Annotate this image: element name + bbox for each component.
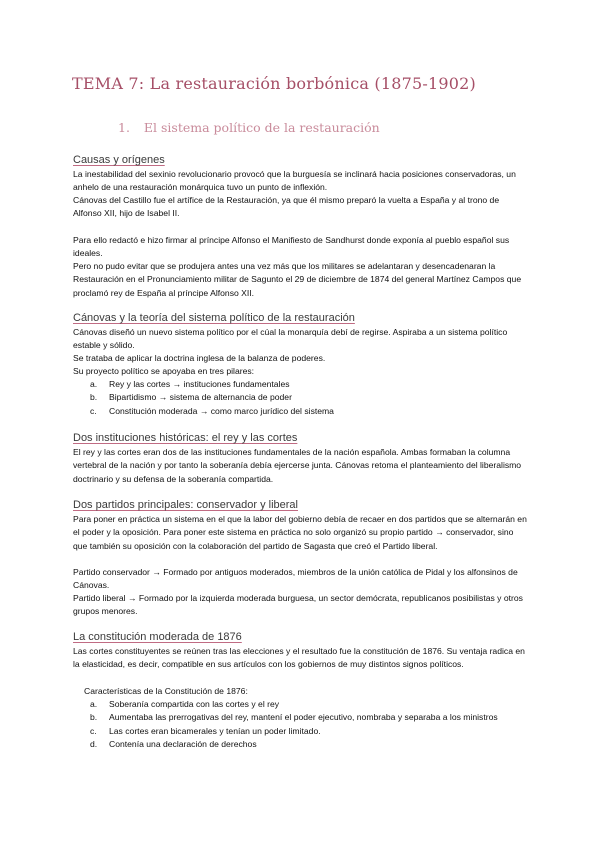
paragraph: Se trataba de aplicar la doctrina inglesa de la balanza de poderes. xyxy=(73,353,326,363)
list-item: b. Bipartidismo → sistema de alternancia de poder xyxy=(90,392,292,403)
list-item: c. Las cortes eran bicamerales y tenían un poder limitado. xyxy=(90,725,321,736)
list-item: d. Contenía una declaración de derechos xyxy=(90,738,257,749)
paragraph: Cánovas del Castillo fue el artífice de la Restauración, ya que él mismo preparó la vuelta a España y al trono de Alfonso XII, hijo de Isabel II. xyxy=(73,195,500,219)
heading-causas: Causas y orígenes xyxy=(73,154,165,166)
section-subtitle xyxy=(118,120,380,135)
heading-partidos: Dos partidos principales: conservador y liberal xyxy=(73,499,298,511)
heading-instituciones: Dos instituciones históricas: el rey y las cortes xyxy=(73,432,298,444)
paragraph: Partido liberal → Formado por la izquierda moderada burguesa, un sector demócrata, republicanos posibilistas y otros grupos menores. xyxy=(73,593,523,617)
paragraph: Las cortes constituyentes se reúnen tras las elecciones y el resultado fue la constitución de 1876. Su ventaja radica en la elasticidad, es decir, compatible en sus artículos con los gobiernos de muy distintos signos políticos. xyxy=(73,646,525,670)
paragraph: La inestabilidad del sexinio revolucionario provocó que la burguesía se inclinará hacia posiciones conservadoras, un anhelo de una restauración monárquica tuvo un punto de inflexión. xyxy=(73,169,516,193)
subtitle-text: El sistema político de la restauración xyxy=(143,120,380,135)
heading-constitucion: La constitución moderada de 1876 xyxy=(73,631,242,643)
page-title: TEMA 7: La restauración borbónica (1875-1902) xyxy=(72,74,476,93)
list-item: b. Aumentaba las prerrogativas del rey, mantení el poder ejecutivo, nombraba y separaba a los ministros xyxy=(90,712,498,723)
heading-canovas: Cánovas y la teoría del sistema político de la restauración xyxy=(73,312,355,324)
paragraph: Su proyecto político se apoyaba en tres pilares: xyxy=(73,366,255,376)
list-item: a. Rey y las cortes → instituciones fundamentales xyxy=(90,379,290,389)
list-item: c. Constitución moderada → como marco jurídico del sistema xyxy=(90,405,334,416)
paragraph: El rey y las cortes eran dos de las instituciones fundamentales de la nación española. Ambas formaban la columna vertebral de la nación y por tanto la soberanía debía ejercerse junta. Cánovas retoma el planteamiento del liberalismo doctrinario y su defensa de la soberanía compartida. xyxy=(73,447,522,484)
list-item: a. Soberanía compartida con las cortes y el rey xyxy=(90,699,280,709)
subtitle-number: 1. xyxy=(118,120,130,135)
paragraph: Cánovas diseñó un nuevo sistema político por el cúal la monarquía debí de regirse. Aspiraba a un sistema político estable y sólido. xyxy=(73,327,508,351)
pillars-list xyxy=(73,378,565,418)
paragraph: Para ello redactó e hizo firmar al príncipe Alfonso el Manifiesto de Sandhurst donde exponía al pueblo español sus ideales. xyxy=(73,235,510,259)
paragraph: Para poner en práctica un sistema en el que la labor del gobierno debía de recaer en dos partidos que se alternarán en el poder y la oposición. Para poner este sistema en práctica no solo organizó su propio partido → conservador, sino que también su oposición con la colaboración del partido de Sagasta que creó el Partido liberal. xyxy=(73,514,527,551)
paragraph: Pero no pudo evitar que se produjera antes una vez más que los militares se adelantaran y desencadenaran la Restauración en el Pronunciamiento militar de Sagunto el 29 de diciembre de 1874 del general Martínez Campos que proclamó rey de España al príncipe Alfonso XII. xyxy=(73,261,522,298)
paragraph: Partido conservador → Formado por antiguos moderados, miembros de la unión católica de Pidal y los alfonsinos de Cánovas. xyxy=(73,567,518,591)
characteristics-list xyxy=(73,698,565,751)
list-intro: Características de la Constitución de 1876: xyxy=(84,686,248,696)
